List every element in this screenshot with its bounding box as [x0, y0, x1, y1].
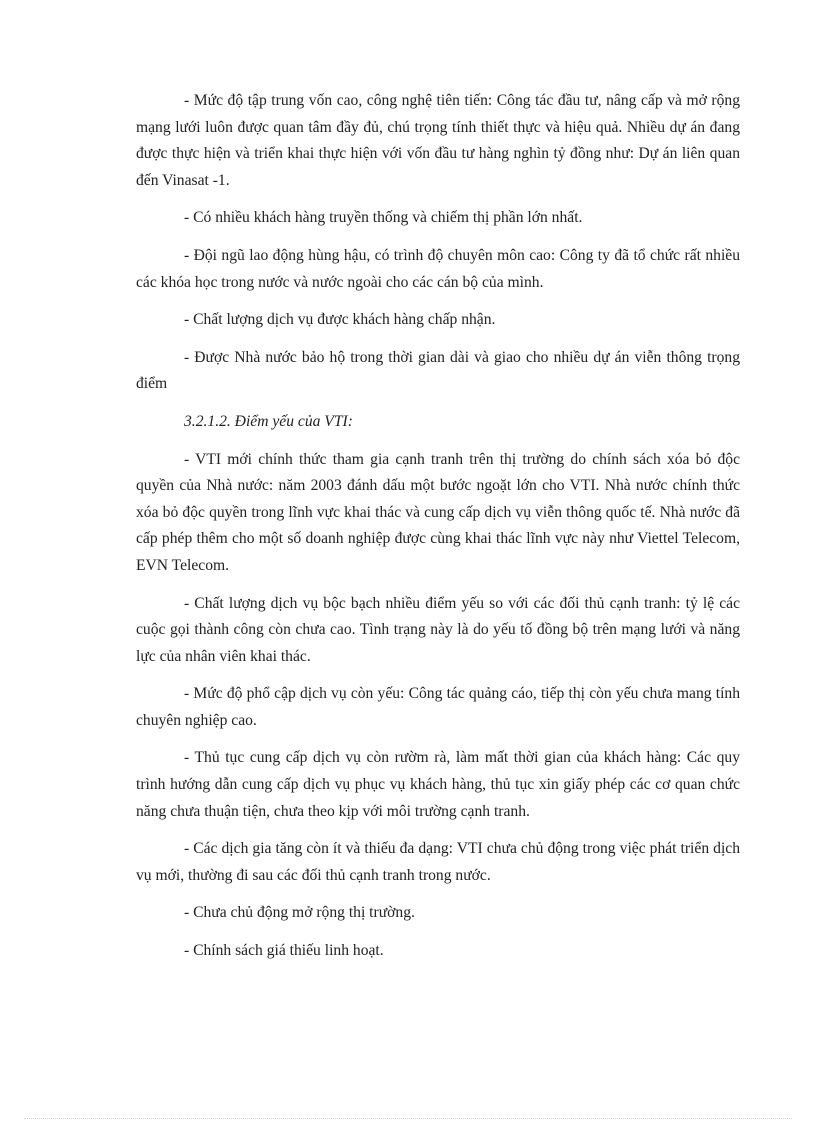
- page-bottom-divider: [24, 1118, 792, 1119]
- strength-workforce: - Đội ngũ lao động hùng hậu, có trình độ chuyên môn cao: Công ty đã tổ chức rất nhiều các khóa học trong nước và nước ngoài cho các cán bộ của mình.: [136, 246, 740, 291]
- weakness-pricing: - Chính sách giá thiếu linh hoạt.: [184, 942, 384, 960]
- weakness-value-added-services: - Các dịch gia tăng còn ít và thiếu đa dạng: VTI chưa chủ động trong việc phát triển dịch vụ mới, thường đi sau các đối thủ cạnh tranh trong nước.: [136, 840, 740, 884]
- weakness-market-expansion: - Chưa chủ động mở rộng thị trường.: [184, 904, 415, 922]
- strength-customers: - Có nhiều khách hàng truyền thống và chiếm thị phần lớn nhất.: [184, 209, 583, 227]
- weakness-procedures: - Thủ tục cung cấp dịch vụ còn rườm rà, làm mất thời gian của khách hàng: Các quy trình hướng dẫn cung cấp dịch vụ phục vụ khách hàng, thủ tục xin giấy phép các cơ quan chức năng chưa thuận tiện, chưa theo kịp với môi trường cạnh tranh.: [136, 749, 740, 820]
- section-heading-weaknesses: 3.2.1.2. Điểm yếu của VTI:: [184, 412, 353, 430]
- strength-state-protection: - Được Nhà nước bảo hộ trong thời gian dài và giao cho nhiều dự án viễn thông trọng điểm: [136, 348, 740, 393]
- weakness-competition: - VTI mới chính thức tham gia cạnh tranh trên thị trường do chính sách xóa bỏ độc quyền của Nhà nước: năm 2003 đánh dấu một bước ngoặt lớn cho VTI. Nhà nước chính thức xóa bỏ độc quyền trong lĩnh vực khai thác và cung cấp dịch vụ viễn thông quốc tế. Nhà nước đã cấp phép thêm cho một số doanh nghiệp được cùng khai thác lĩnh vực này như Viettel Telecom, EVN Telecom.: [136, 450, 740, 574]
- weakness-coverage: - Mức độ phổ cập dịch vụ còn yếu: Công tác quảng cáo, tiếp thị còn yếu chưa mang tính chuyên nghiệp cao.: [136, 685, 740, 729]
- strength-service-quality: - Chất lượng dịch vụ được khách hàng chấp nhận.: [184, 311, 496, 329]
- strength-capital-technology: - Mức độ tập trung vốn cao, công nghệ tiên tiến: Công tác đầu tư, nâng cấp và mở rộng mạng lưới luôn được quan tâm đầy đủ, chú trọng tính thiết thực và hiệu quả. Nhiều dự án đang được thực hiện và triển khai thực hiện với vốn đầu tư hàng nghìn tỷ đồng như: Dự án liên quan đến Vinasat -1.: [136, 92, 740, 189]
- weakness-service-quality: - Chất lượng dịch vụ bộc bạch nhiều điểm yếu so với các đối thủ cạnh tranh: tỷ lệ các cuộc gọi thành công còn chưa cao. Tình trạng này là do yếu tố đồng bộ trên mạng lưới và năng lực của nhân viên khai thác.: [136, 594, 740, 665]
- document-page: [136, 88, 740, 976]
